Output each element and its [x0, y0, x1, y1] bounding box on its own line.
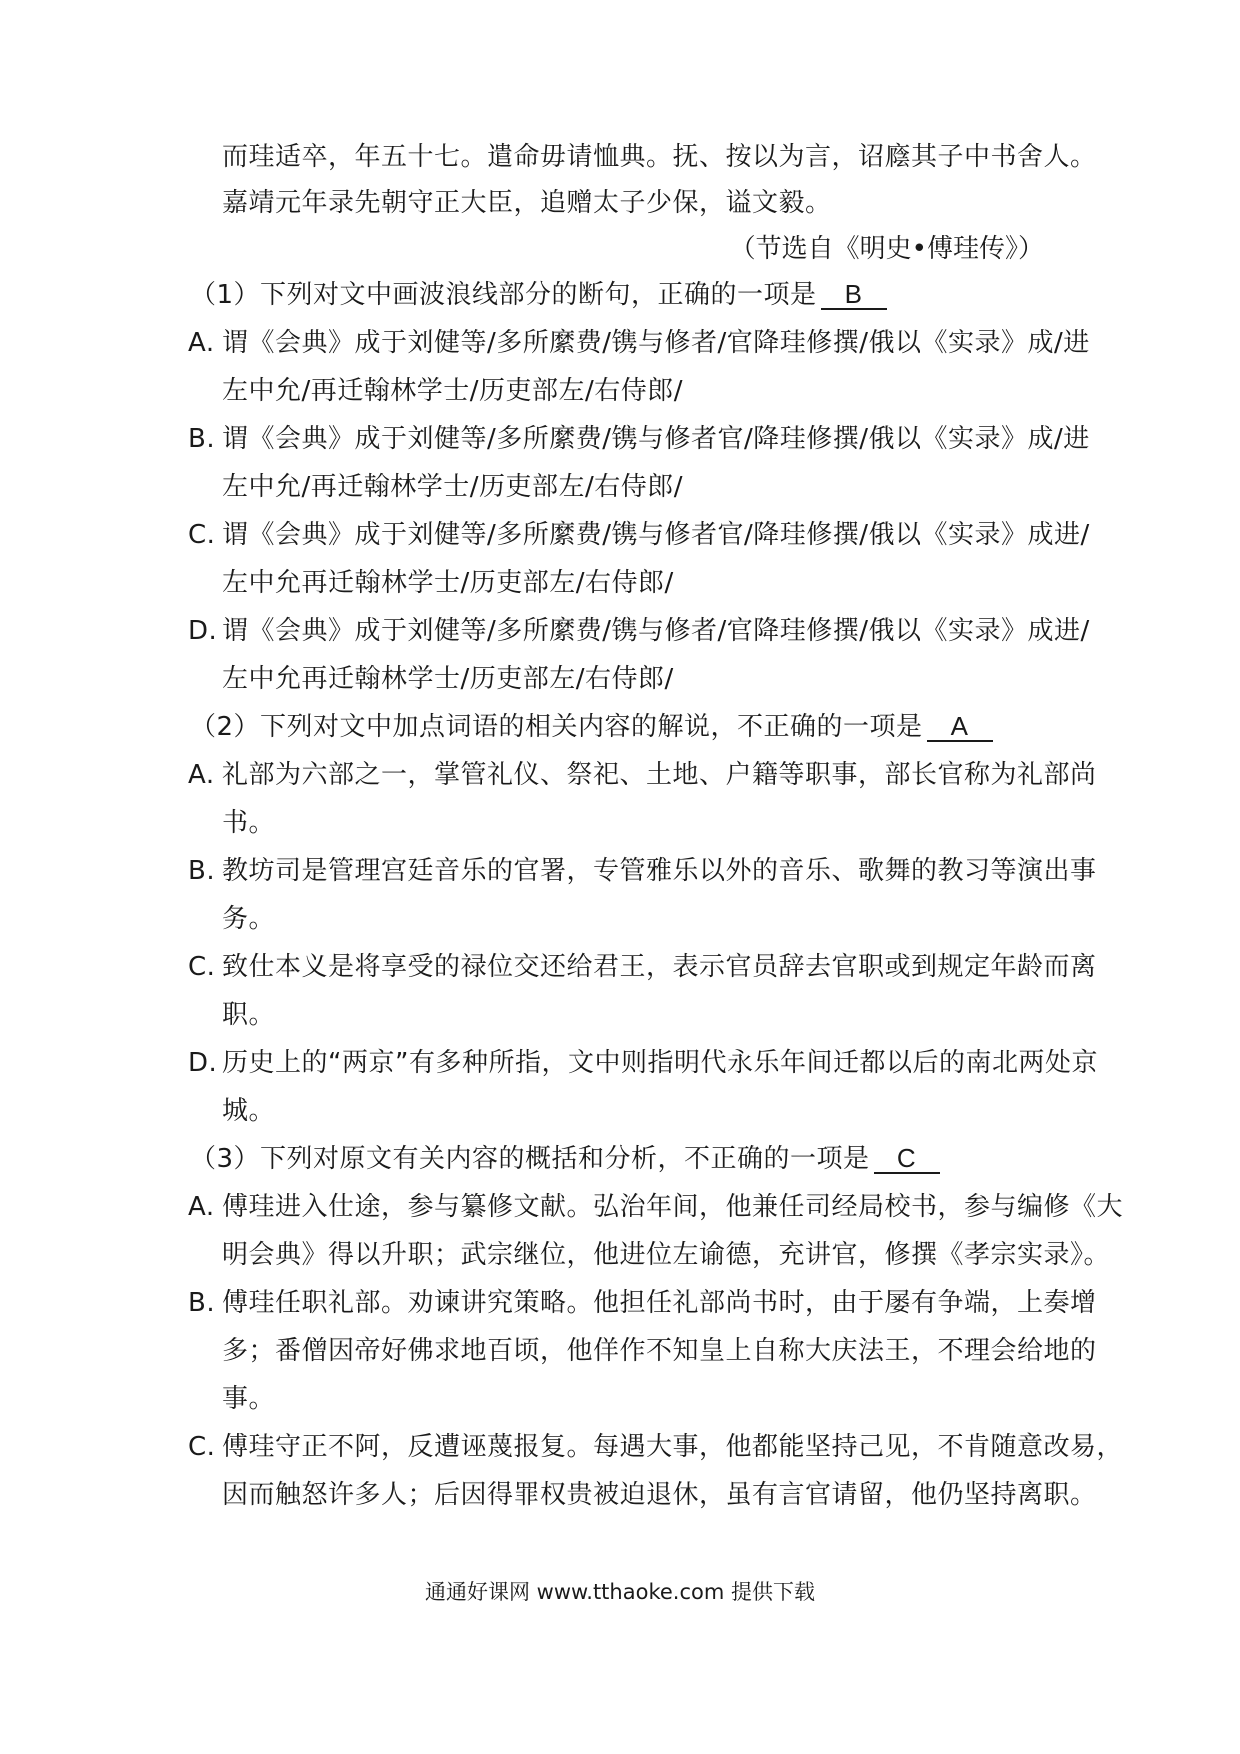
q3-option-b-text: 傅珪任职礼部。劝谏讲究策略。他担任礼部尚书时，由于屡有争端，上奏增: [222, 1288, 1097, 1318]
q2-option-a-text: 书。: [222, 808, 276, 838]
q1-option-b-text: 谓《会典》成于刘健等/多所縻费/镌与修者官/降珪修撰/俄以《实录》成/进: [222, 424, 1090, 454]
q2-option-c-label: C.: [188, 952, 216, 982]
page-footer: 通通好课网 www.tthaoke.com 提供下载: [425, 1580, 815, 1604]
q2-option-d-label: D.: [188, 1048, 218, 1078]
question-1: [190, 278, 887, 312]
q3-option-c-text: 因而触怒许多人；后因得罪权贵被迫退休，虽有言官请留，他仍坚持离职。: [222, 1480, 1097, 1510]
q2-option-c-text: 致仕本义是将享受的禄位交还给君王，表示官员辞去官职或到规定年龄而离: [222, 952, 1097, 982]
question-2-stem: （2）下列对文中加点词语的相关内容的解说，不正确的一项是: [190, 712, 923, 742]
q1-option-a-label: A.: [188, 328, 215, 358]
question-1-answer: B: [821, 280, 887, 310]
q1-option-c-label: C.: [188, 520, 216, 550]
q3-option-a-text: 傅珪进入仕途，参与纂修文献。弘治年间，他兼任司经局校书，参与编修《大: [222, 1192, 1124, 1222]
question-2-answer: A: [927, 712, 993, 742]
q1-option-c-text: 左中允再迁翰林学士/历吏部左/右侍郎/: [222, 568, 674, 598]
question-2: [190, 710, 993, 744]
q1-option-c-text: 谓《会典》成于刘健等/多所縻费/镌与修者官/降珪修撰/俄以《实录》成进/: [222, 520, 1090, 550]
passage-line: 而珪适卒，年五十七。遣命毋请恤典。抚、按以为言，诏廕其子中书舍人。: [222, 142, 1097, 172]
question-3-stem: （3）下列对原文有关内容的概括和分析，不正确的一项是: [190, 1144, 870, 1174]
q3-option-c-text: 傅珪守正不阿，反遭诬蔑报复。每遇大事，他都能坚持己见，不肯随意改易，: [222, 1432, 1124, 1462]
question-3: [190, 1142, 940, 1176]
q1-option-d-label: D.: [188, 616, 218, 646]
q1-option-d-text: 谓《会典》成于刘健等/多所縻费/镌与修者/官降珪修撰/俄以《实录》成进/: [222, 616, 1090, 646]
q2-option-b-text: 务。: [222, 904, 276, 934]
q2-option-d-text: 历史上的“两京”有多种所指，文中则指明代永乐年间迁都以后的南北两处京: [222, 1048, 1098, 1078]
q1-option-d-text: 左中允再迁翰林学士/历吏部左/右侍郎/: [222, 664, 674, 694]
q2-option-d-text: 城。: [222, 1096, 276, 1126]
q1-option-a-text: 左中允/再迁翰林学士/历吏部左/右侍郎/: [222, 376, 684, 406]
question-1-stem: （1）下列对文中画波浪线部分的断句，正确的一项是: [190, 280, 817, 310]
q2-option-a-label: A.: [188, 760, 215, 790]
q3-option-a-label: A.: [188, 1192, 215, 1222]
q3-option-c-label: C.: [188, 1432, 216, 1462]
q1-option-a-text: 谓《会典》成于刘健等/多所縻费/镌与修者/官降珪修撰/俄以《实录》成/进: [222, 328, 1090, 358]
q1-option-b-label: B.: [188, 424, 216, 454]
q3-option-b-label: B.: [188, 1288, 216, 1318]
passage-source: （节选自《明史•傅珪传》）: [729, 234, 1044, 264]
q2-option-a-text: 礼部为六部之一，掌管礼仪、祭祀、土地、户籍等职事，部长官称为礼部尚: [222, 760, 1097, 790]
question-3-answer: C: [874, 1144, 940, 1174]
q1-option-b-text: 左中允/再迁翰林学士/历吏部左/右侍郎/: [222, 472, 684, 502]
q3-option-a-text: 明会典》得以升职；武宗继位，他进位左谕德，充讲官，修撰《孝宗实录》。: [222, 1240, 1111, 1270]
q3-option-b-text: 多；番僧因帝好佛求地百顷，他佯作不知皇上自称大庆法王，不理会给地的: [222, 1336, 1097, 1366]
q2-option-c-text: 职。: [222, 1000, 276, 1030]
q2-option-b-text: 教坊司是管理宫廷音乐的官署，专管雅乐以外的音乐、歌舞的教习等演出事: [222, 856, 1097, 886]
passage-line: 嘉靖元年录先朝守正大臣，追赠太子少保，谥文毅。: [222, 188, 832, 218]
q3-option-b-text: 事。: [222, 1384, 276, 1414]
q2-option-b-label: B.: [188, 856, 216, 886]
